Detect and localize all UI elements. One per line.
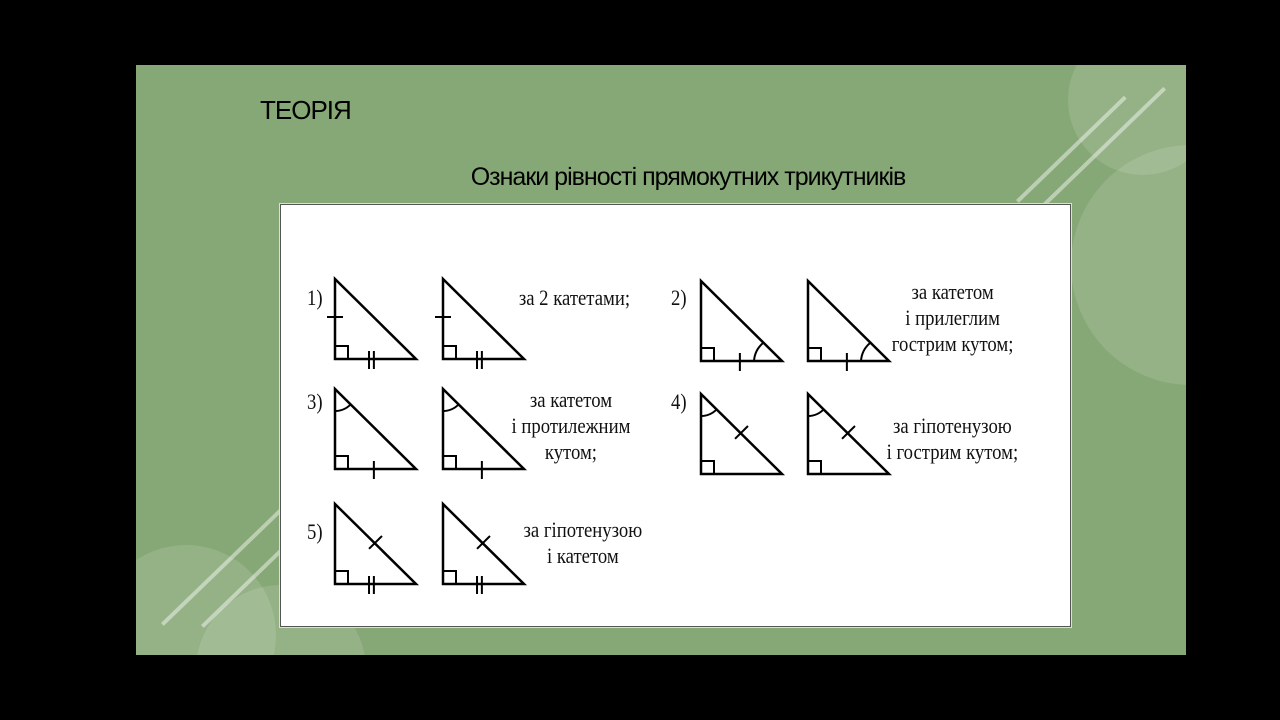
angle-arc-mark [443,404,459,411]
case-number: 5) [307,519,323,544]
case-caption [887,413,1019,465]
case-caption [523,517,642,569]
right-angle-mark [443,456,456,469]
angle-arc-mark [335,404,351,411]
caption-line: за 2 катетами; [518,285,631,310]
right-angle-mark [443,346,456,359]
caption-line: за гіпотенузою [893,413,1012,438]
case-caption [892,279,1014,357]
right-triangle [701,281,782,371]
right-triangle [808,281,889,371]
caption-line: гострим кутом; [891,331,1014,356]
caption-line: і гострим кутом; [886,439,1019,464]
case-number: 1) [307,285,323,310]
right-angle-mark [808,348,821,361]
caption-line: і катетом [547,543,619,568]
case-caption [511,387,630,465]
case-number: 3) [307,389,323,414]
angle-arc-mark [701,409,717,416]
caption-line: за гіпотенузою [523,517,643,542]
angle-arc-mark [754,343,763,361]
caption-line: і прилеглим [905,305,1000,330]
right-angle-mark [335,346,348,359]
slide-subtitle: Ознаки рівності прямокутних трикутників [470,163,906,191]
slide-title: ТЕОРІЯ [260,95,351,125]
right-triangle [335,504,416,594]
caption-line: кутом; [544,439,598,464]
caption-line: за катетом [911,279,994,304]
right-triangle [443,504,524,594]
right-angle-mark [443,571,456,584]
right-triangle [335,389,416,479]
case-number: 2) [671,285,687,310]
case-number: 4) [671,389,687,414]
angle-arc-mark [808,409,824,416]
caption-line: за катетом [529,387,613,412]
right-angle-mark [808,461,821,474]
triangle-criteria-figure [280,204,1071,627]
right-triangle [701,394,782,474]
right-triangle [808,394,889,474]
right-angle-mark [701,461,714,474]
right-angle-mark [335,571,348,584]
angle-arc-mark [861,343,870,361]
right-triangle [327,279,416,369]
caption-line: і протилежним [511,413,631,438]
right-angle-mark [701,348,714,361]
case-caption [519,285,630,311]
slide [136,65,1186,655]
right-angle-mark [335,456,348,469]
right-triangle [435,279,524,369]
